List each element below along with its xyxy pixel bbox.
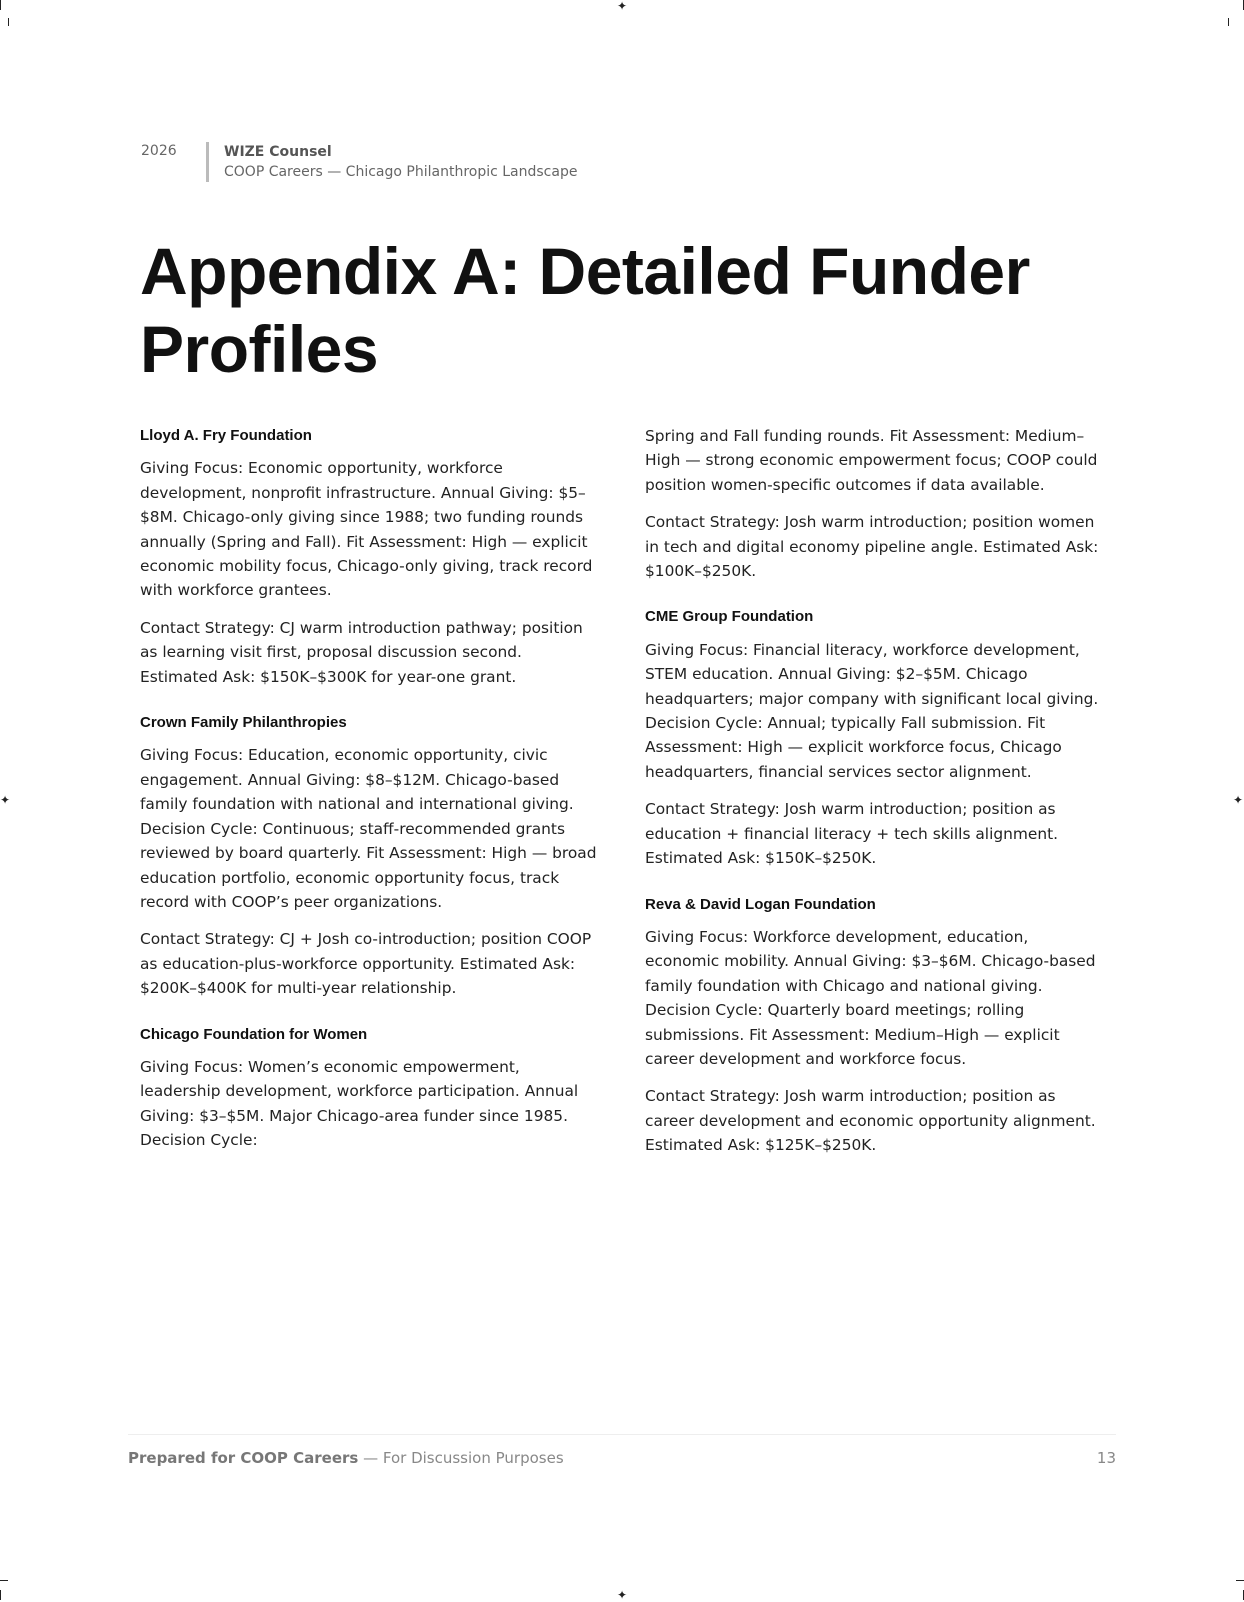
registration-mark-icon: ✦ (617, 0, 628, 13)
funder-name: Chicago Foundation for Women (140, 1025, 368, 1043)
footer-note: — For Discussion Purposes (358, 1449, 564, 1467)
funder-paragraph: Contact Strategy: Josh warm introduction; position as education + financial literacy + tech skills alignment. Estimated Ask: $150K–$250K. (645, 800, 1059, 868)
funder-paragraph: Giving Focus: Workforce development, education, economic mobility. Annual Giving: $3–$6M. Chicago-based family foundation with Chicago and national giving. Decision Cycle: Quarterly board meetings; rolling submissions. Fit Assessment: Medium–High — explicit career development and workforce focus. (645, 927, 1096, 1068)
crop-mark (0, 0, 1, 10)
right-column (645, 424, 1105, 1171)
funder-paragraph: Contact Strategy: Josh warm introduction; position as career development and economic opportunity alignment. Estimated Ask: $125K–$250K. (645, 1087, 1096, 1155)
crop-mark (1228, 18, 1229, 26)
funder-paragraph: Contact Strategy: CJ + Josh co-introduction; position COOP as education-plus-workforce opportunity. Estimated Ask: $200K–$400K for multi-year relationship. (140, 930, 592, 998)
registration-mark-icon: ✦ (0, 793, 11, 807)
funder-paragraph: Giving Focus: Financial literacy, workforce development, STEM education. Annual Giving: $2–$5M. Chicago headquarters; major company with significant local giving. Decision Cycle: Annual; typically Fall submission. Fit Assessment: High — explicit workforce focus, Chicago headquarters, financial services sector alignment. (645, 640, 1099, 781)
crop-mark (0, 1590, 1, 1600)
funder-name: Lloyd A. Fry Foundation (140, 427, 312, 444)
crop-mark (1236, 1580, 1244, 1581)
funder-name: CME Group Foundation (645, 608, 814, 626)
funder-paragraph: Giving Focus: Economic opportunity, workforce development, nonprofit infrastructure. Annual Giving: $5–$8M. Chicago-only giving since 1988; two funding rounds annually (Spring and Fall). Fit Assessment: High — explicit economic mobility focus, Chicago-only giving, track record with workforce grantees. (140, 459, 593, 600)
page-number: 13 (1096, 1449, 1116, 1467)
funder-paragraph: Giving Focus: Education, economic opportunity, civic engagement. Annual Giving: $8–$12M. Chicago-based family foundation with national and international giving. Decision Cycle: Continuous; staff-recommended grants reviewed by board quarterly. Fit Assessment: High — broad education portfolio, economic opportunity focus, track record with COOP’s peer organizations. (140, 746, 597, 911)
page-title: Appendix A: Detailed Funder Profiles (140, 234, 1030, 386)
crop-mark (8, 18, 9, 26)
registration-mark-icon: ✦ (1233, 793, 1244, 807)
header-subtitle: COOP Careers — Chicago Philanthropic Landscape (224, 164, 578, 180)
funder-paragraph: Contact Strategy: Josh warm introduction; position women in tech and digital economy pipeline angle. Estimated Ask: $100K–$250K. (645, 513, 1099, 581)
page-footer (128, 1449, 1116, 1467)
crop-mark (0, 1580, 8, 1581)
header-year: 2026 (141, 143, 177, 159)
funder-paragraph: Giving Focus: Women’s economic empowerment, leadership development, workforce participation. Annual Giving: $3–$5M. Major Chicago-area funder since 1985. Decision Cycle: (140, 1057, 579, 1150)
funder-paragraph: Spring and Fall funding rounds. Fit Assessment: Medium–High — strong economic empowerment focus; COOP could position women-specific outcomes if data available. (645, 427, 1098, 494)
funder-name: Crown Family Philanthropies (140, 714, 347, 732)
registration-mark-icon: ✦ (617, 1588, 628, 1602)
footer-prepared: Prepared for COOP Careers (128, 1449, 359, 1467)
funder-paragraph: Contact Strategy: CJ warm introduction pathway; position as learning visit first, proposal discussion second. Estimated Ask: $150K–$300K for year-one grant. (140, 618, 583, 686)
footer-divider (128, 1434, 1116, 1435)
funder-name: Reva & David Logan Foundation (645, 895, 876, 913)
left-column (140, 424, 600, 1166)
page-header (141, 142, 577, 182)
header-org: WIZE Counsel (224, 144, 332, 160)
